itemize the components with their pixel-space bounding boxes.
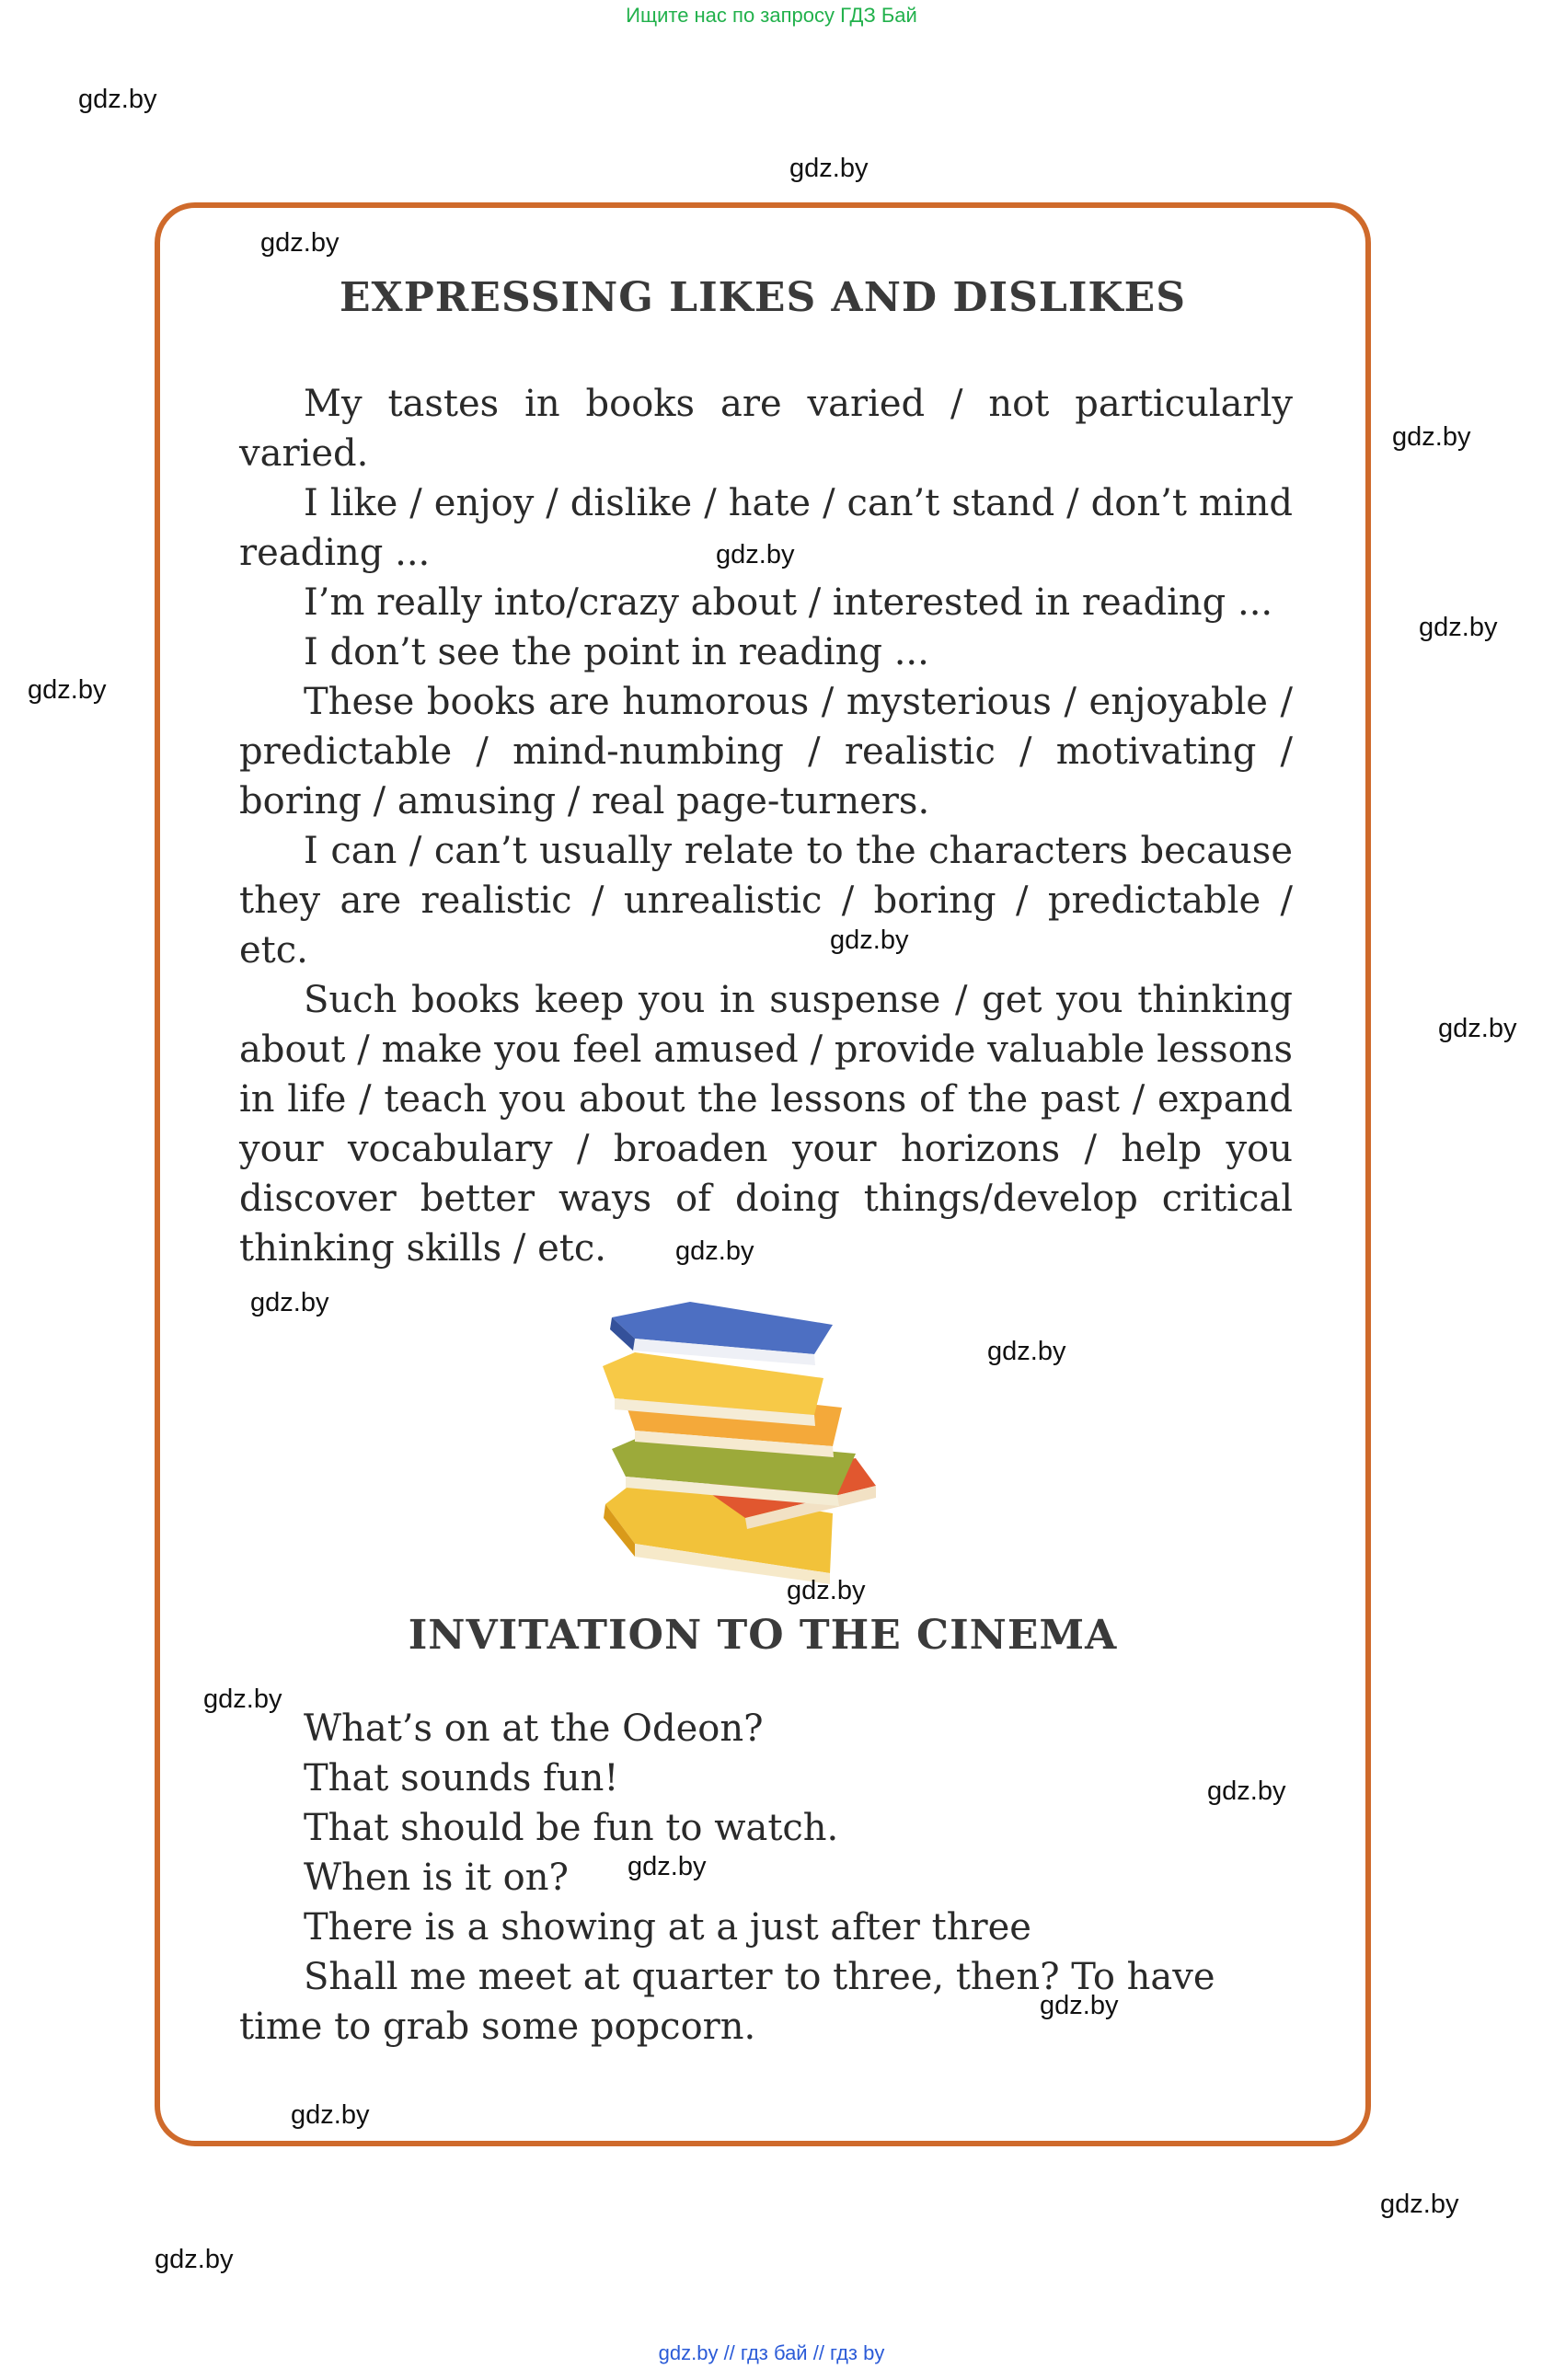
watermark: gdz.by [1380, 2190, 1459, 2219]
line-fun-to-watch: That should be fun to watch. [304, 1807, 839, 1849]
watermark: gdz.by [628, 1852, 707, 1881]
paragraph-these-books: These books are humorous / mysterious / enjoyable / predictable / mind-numbing / realistic / motivating / boring / amusing / real page-turners. [239, 681, 1293, 822]
paragraph-relate: I can / can’t usually relate to the characters because they are realistic / unrealistic / boring / predictable / etc. [239, 830, 1293, 972]
heading-likes-dislikes: EXPRESSING LIKES AND DISLIKES [340, 274, 1186, 321]
watermark: gdz.by [1040, 1991, 1119, 2020]
watermark: gdz.by [1438, 1014, 1517, 1043]
line-when-on: When is it on? [304, 1857, 569, 1899]
bottom-site-banner: gdz.by // гдз бай // гдз by [658, 2341, 885, 2364]
invitation-dialogue [239, 1704, 1293, 2052]
watermark: gdz.by [789, 154, 869, 183]
likes-dislikes-text [239, 379, 1293, 1273]
watermark: gdz.by [260, 228, 340, 258]
watermark: gdz.by [1207, 1776, 1286, 1806]
watermark: gdz.by [675, 1236, 754, 1266]
watermark: gdz.by [203, 1684, 282, 1714]
heading-invitation: INVITATION TO THE CINEMA [408, 1612, 1118, 1659]
watermark: gdz.by [250, 1288, 329, 1317]
watermark: gdz.by [155, 2245, 234, 2274]
paragraph-point: I don’t see the point in reading ... [304, 631, 929, 673]
stack-of-books-icon [580, 1297, 892, 1601]
watermark: gdz.by [716, 540, 795, 569]
watermark: gdz.by [830, 926, 909, 955]
watermark: gdz.by [987, 1337, 1066, 1366]
top-search-banner: Ищите нас по запросу ГДЗ Бай [626, 4, 917, 27]
paragraph-such-books: Such books keep you in suspense / get you thinking about / make you feel amused / provide valuable lessons in life / teach you about the lessons of the past / expand your vocabulary / broaden your horizons / help you discover better ways of doing things/develop critical thinking skills / etc. [239, 979, 1293, 1270]
paragraph-into: I’m really into/crazy about / interested in reading ... [304, 581, 1273, 624]
watermark: gdz.by [28, 675, 107, 705]
watermark: gdz.by [1419, 613, 1498, 642]
watermark: gdz.by [1392, 422, 1471, 452]
watermark: gdz.by [787, 1576, 866, 1605]
paragraph-tastes: My tastes in books are varied / not particularly varied. [239, 383, 1293, 475]
watermark: gdz.by [78, 85, 157, 114]
paragraph-like-enjoy: I like / enjoy / dislike / hate / can’t stand / don’t mind reading ... [239, 482, 1293, 574]
line-meet: Shall me meet at quarter to three, then? To have time to grab some popcorn. [239, 1956, 1215, 2048]
line-sounds-fun: That sounds fun! [304, 1757, 619, 1799]
line-showing: There is a showing at a just after three [304, 1906, 1031, 1949]
watermark: gdz.by [291, 2100, 370, 2130]
line-whats-on: What’s on at the Odeon? [304, 1707, 764, 1750]
